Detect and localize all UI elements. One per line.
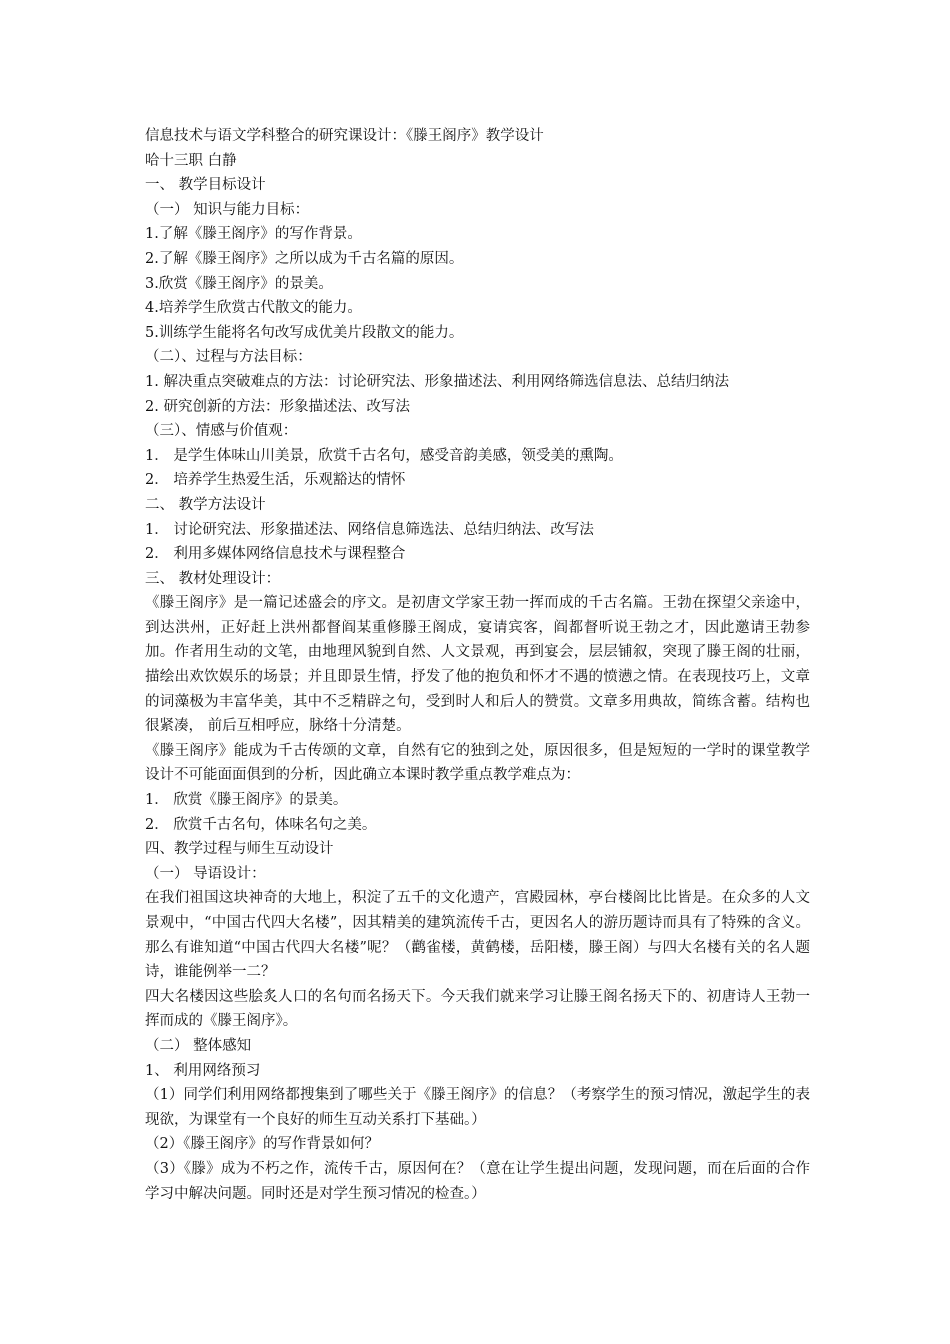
text-line: 1、 利用网络预习: [145, 1062, 261, 1079]
text-paragraph: 《滕王阁序》是一篇记述盛会的序文。是初唐文学家王勃一挥而成的千古名篇。王勃在探望父亲途中，到达洪州，正好赶上洪州都督阎某重修滕王阁成，宴请宾客，阎都督听说王勃之才，因此邀请王勃参加。作者用生动的文笔，由地理风貌到自然、人文景观，再到宴会，层层铺叙，突现了滕王阁的壮丽，描绘出欢饮娱乐的场景；并且即景生情，抒发了他的抱负和怀才不遇的愤懑之情。在表现技巧上，文章的词藻极为丰富华美，其中不乏精辟之句，受到时人和后人的赞赏。文章多用典故，简练含蓄。结构也很紧凑， 前后互相呼应，脉络十分清楚。: [145, 595, 810, 735]
text-paragraph: （1）同学们利用网络都搜集到了哪些关于《滕王阁序》的信息？（考察学生的预习情况，激起学生的表现欲，为课堂有一个良好的师生互动关系打下基础。）: [145, 1087, 810, 1128]
text-line: 1． 欣赏《滕王阁序》的景美。: [145, 792, 348, 809]
text-line: 2． 培养学生热爱生活，乐观豁达的情怀: [145, 472, 406, 489]
text-line: （二）、过程与方法目标：: [145, 349, 312, 366]
text-line: 2. 研究创新的方法：形象描述法、改写法: [145, 398, 410, 415]
text-paragraph: 四大名楼因这些脍炙人口的名句而名扬天下。今天我们就来学习让滕王阁名扬天下的、初唐诗人王勃一挥而成的《滕王阁序》。: [145, 988, 810, 1030]
text-line: 1. 解决重点突破难点的方法：讨论研究法、形象描述法、利用网络筛选信息法、总结归纳法: [145, 373, 729, 390]
document-body: [145, 124, 810, 1206]
text-line: 1.了解《滕王阁序》的写作背景。: [145, 226, 362, 243]
text-line: 2． 欣赏千古名句，体味名句之美。: [145, 816, 377, 833]
text-line: 一、 教学目标设计: [145, 177, 266, 194]
text-paragraph: 在我们祖国这块神奇的大地上，积淀了五千的文化遗产，宫殿园林，亭台楼阁比比皆是。在众多的人文景观中，“中国古代四大名楼”，因其精美的建筑流传千古，更因名人的游历题诗而具有了特殊的含义。那么有谁知道“中国古代四大名楼”呢？（鹳雀楼，黄鹤楼，岳阳楼，滕王阁）与四大名楼有关的名人题诗，谁能例举一二？: [145, 890, 810, 981]
text-line: 3.欣赏《滕王阁序》的景美。: [145, 275, 333, 292]
text-line: 1． 是学生体味山川美景，欣赏千古名句，感受音韵美感，领受美的熏陶。: [145, 447, 623, 464]
text-line: 二、 教学方法设计: [145, 496, 266, 513]
text-line: （二） 整体感知: [145, 1037, 252, 1054]
text-paragraph: 《滕王阁序》能成为千古传颂的文章，自然有它的独到之处，原因很多，但是短短的一学时的课堂教学设计不可能面面俱到的分析，因此确立本课时教学重点教学难点为：: [145, 742, 810, 784]
text-line: 信息技术与语文学科整合的研究课设计：《滕王阁序》教学设计: [145, 128, 544, 144]
text-line: 1． 讨论研究法、形象描述法、网络信息筛选法、总结归纳法、改写法: [145, 521, 594, 538]
text-line: （三）、情感与价值观：: [145, 423, 298, 440]
text-line: 哈十三职 白静: [145, 152, 237, 169]
text-line: 四、教学过程与师生互动设计: [145, 841, 334, 858]
text-line: 5.训练学生能将名句改写成优美片段散文的能力。: [145, 324, 464, 341]
text-line: 2． 利用多媒体网络信息技术与课程整合: [145, 546, 406, 563]
text-line: 4.培养学生欣赏古代散文的能力。: [145, 300, 362, 317]
text-line: 三、 教材处理设计：: [145, 570, 281, 587]
text-paragraph: （3）《滕》成为不朽之作，流传千古，原因何在？（意在让学生提出问题，发现问题，而在后面的合作学习中解决问题。同时还是对学生预习情况的检查。）: [145, 1160, 810, 1202]
text-line: （2）《滕王阁序》的写作背景如何？: [145, 1136, 379, 1153]
text-line: （一） 导语设计：: [145, 865, 266, 882]
text-line: 2.了解《滕王阁序》之所以成为千古名篇的原因。: [145, 250, 464, 267]
text-line: （一） 知识与能力目标：: [145, 201, 310, 218]
